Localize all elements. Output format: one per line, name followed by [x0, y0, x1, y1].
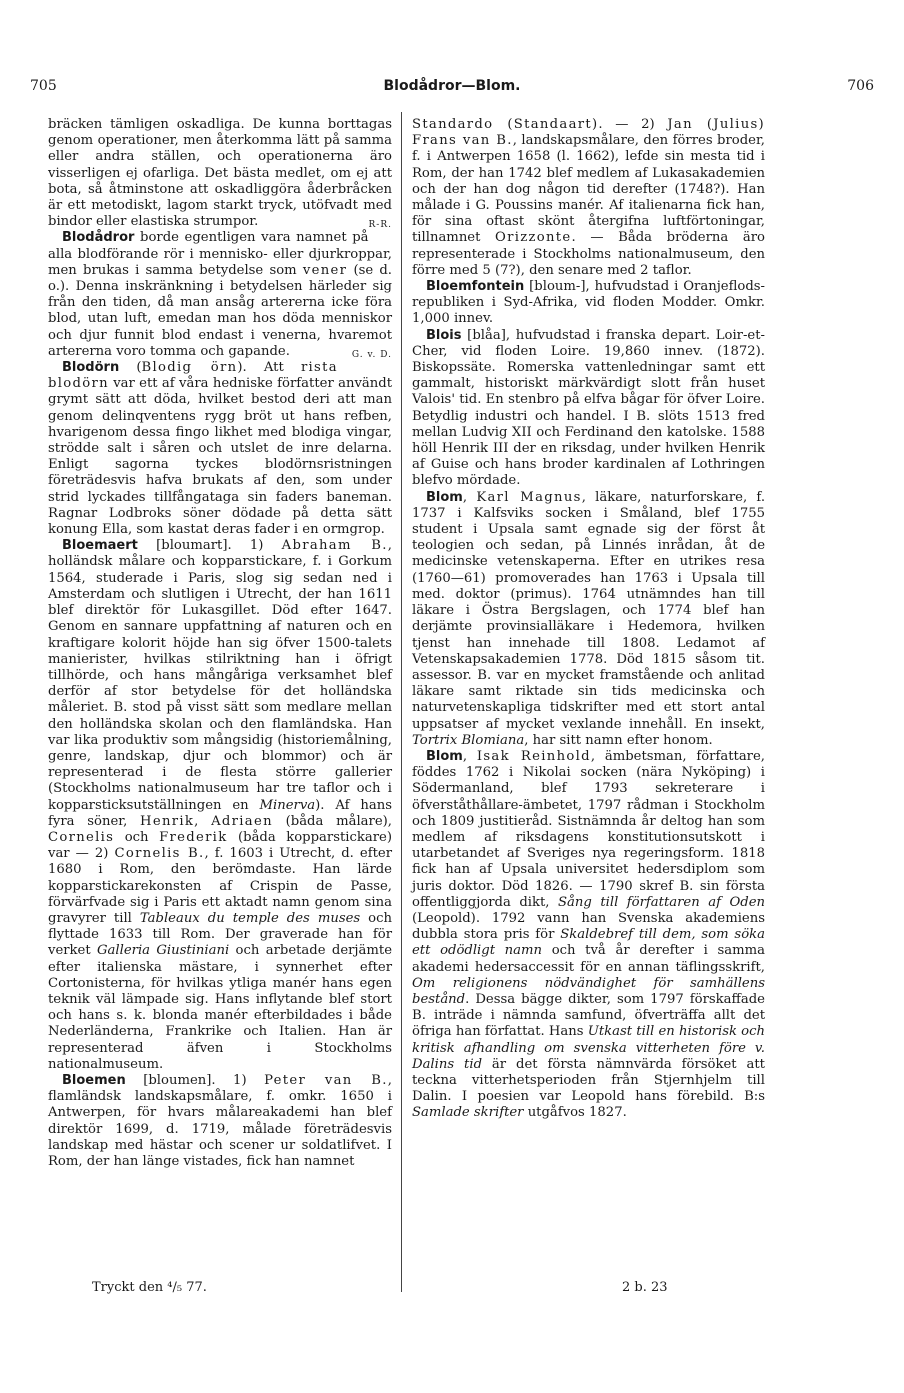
entry-bloemen-continuation: Standardo (Standaart). — 2) Jan (Julius) Frans van B., landskapsmålare, den förres broder, f. i Antwerpen 1658 (l. 1662), lefde sin mesta tid i Rom, der han 1742 blef medlem af Lukasakademien och der han dog någon tid derefter (1748?). Han målade i G. Poussins manér. Af italienarna fick han, för sina oftast skönt återgifna luftförtoningar, tillnamnet Orizzonte. — Båda bröderna äro representerade i Stockholms nationalmuseum, den förre med 5 (7?), den senare med 2 taflor. — [412, 117, 766, 278]
entry-bloemfontein: Bloemfontein [bloum-], hufvudstad i Oranjeflods-republiken i Syd-Afrika, vid floden Modder. Omkr. 1,000 innev. — [412, 279, 765, 327]
entry-bloemen: Bloemen [bloumen]. 1) Peter van B., flamländsk landskapsmålare, f. omkr. 1650 i Antwerpen, för hvars målareakademi han blef direktör 1699, d. 1719, målade företrädesvis landskap med hästar och scener ur soldatlifvet. I Rom, der han länge vistades, fick han namnet — [48, 1072, 392, 1169]
column-divider — [401, 112, 402, 1292]
entry-blois: Blois [blåa], hufvudstad i franska depart. Loir-et-Cher, vid floden Loire. 19,860 innev. (1872). Biskopssäte. Romerska vattenledningar samt ett gammalt, historiskt märkvärdigt slott från huset Valois' tid. En stenbro på elfva bågar för öfver Loire. Betydlig industri och handel. I B. slöts 1513 fred mellan Ludvig XII och Ferdinand den katolske. 1588 höll Henrik III der en riksdag, under hvilken Henrik af Guise och hans broder kardinalen af Lothringen blefvo mördade. — [412, 327, 765, 489]
author-signature: G. v. D. — [351, 349, 392, 360]
headword: Blodådror — [62, 230, 135, 246]
printing-date: Tryckt den ⁴/₅ 77. — [92, 1280, 207, 1295]
running-title: Blodådror—Blom. — [383, 78, 521, 94]
entry-blom-karl-magnus: Blom, Karl Magnus, läkare, naturforskare, f. 1737 i Kalfsviks socken i Småland, blef 1755 student i Upsala samt egnade sig der först åt teologien och sedan, på Linnés inrådan, åt de medicinske vetenskaperna. Efter en utrikes resa (1760—61) promoverades han 1763 i Upsala till med. doktor (primus). 1764 utnämndes han till läkare i Östra Bergslagen, och 1774 blef han derjämte provinsialläkare i Hedemora, hvilken tjenst han innehade till 1808. Ledamot af Vetenskapsakademien 1778. Död 1815 såsom tit. assessor. B. var en mycket framstående och anlitad läkare samt riktade sin tids medicinska och naturvetenskapliga tidskrifter med ett stort antal uppsatser af mycket vexlande innehåll. En insekt, Tortrix Blomiana, har sitt namn efter honom. — [412, 489, 766, 748]
page-header — [30, 78, 874, 100]
entry-blom-isak-reinhold: Blom, Isak Reinhold, ämbetsman, författare, föddes 1762 i Nikolai socken (nära Nyköping) i Södermanland, blef 1793 sekreterare i öfverståthållare-ämbetet, 1797 rådman i Stockholm och 1809 justitieråd. Sistnämnda år deltog han som medlem af riksdagens konstitutionsutskott i utarbetandet af Sveriges nya regeringsform. 1818 fick han af Upsala universitet hedersdiplom som juris doktor. Död 1826. — 1790 skref B. sin första offentliggjorda dikt, Sång till författaren af Oden (Leopold). 1792 vann han Svenska akademiens dubbla stora pris för Skaldebref till dem, som söka ett odödligt namn och två år derefter i samma akademi hedersaccessit för en annan täflingsskrift, Om religionens nödvändighet för samhällens bestånd. Dessa bägge dikter, som 1797 förskaffade B. inträde i nämnda samfund, öfverträffa allt det öfriga han författat. Hans Utkast till en historisk och kritisk afhandling om svenska vitterheten före v. Dalins tid är det första nämnvärda försöket att teckna vitterhetsperioden från Stjernhjelm till Dalin. I poesien var Leopold hans förebild. B:s Samlade skrifter utgåfvos 1827. — [412, 748, 765, 1121]
headword: Blois — [426, 327, 462, 343]
entry-bloemaert: Bloemaert [bloumart]. 1) Abraham B., holländsk målare och kopparstickare, f. i Gorkum 1564, studerade i Paris, slog sig sedan ned i Amsterdam och slutligen i Utrecht, der han 1611 blef direktör för Lukasgillet. Död efter 1647. Genom en sannare uppfattning af naturen och en kraftigare kolorit höjde han sig öfver 1500-talets manierister, hvilkas stilriktning han i öfrigt tillhörde, och hans mångåriga verksamhet blef derför af stor betydelse för det holländska måleriet. B. stod på visst sätt som medlare mellan den holländska skolan och den flamländska. Han var lika produktiv som mångsidig (historiemålning, genre, landskap, djur och blommor) och är representerad i de flesta större gallerier (Stockholms nationalmuseum har tre taflor och i kopparsticksutställningen en Minerva). Af hans fyra söner, Henrik, Adriaen (båda målare), Cornelis och Frederik (båda kopparstickare) var — 2) Cornelis B., f. 1603 i Utrecht, d. efter 1680 i Rom, den berömdaste. Han lärde kopparstickarekonsten af Crispin de Passe, förvärfvade sig i Paris ett aktadt namn genom sina gravyrer till Tableaux du temple des muses och flyttade 1633 till Rom. Der graverade han för verket Galleria Giustiniani och arbetade derjämte efter italienska mästare, i synnerhet efter Cortonisterna, för hvilkas ytliga manér hans egen teknik väl lämpade sig. Hans inflytande blef stort och hans s. k. blonda manér efterbildades i både Nederländerna, Frankrike och Italien. Han är representerad äfven i Stockholms nationalmuseum. — [48, 538, 392, 1072]
headword: Bloemen — [62, 1072, 126, 1088]
author-signature: R-R. — [368, 220, 392, 231]
headword: Blodörn — [62, 360, 120, 376]
headword: Blom — [426, 748, 463, 764]
page-number-left: 705 — [30, 78, 57, 94]
entry-blodadror: Blodådror borde egentligen vara namnet på alla blodförande rör i mennisko- eller djurkroppar, men brukas i samma betydelse som vener (se d. o.). Denna inskränkning i betydelsen härleder sig från den tiden, då man ansåg artererna icke föra blod, utan luft, emedan man hos döda menniskor och djur funnit blod endast i venerna, hvaremot artererna voro tomma och gapande. G. v. D. — [48, 230, 392, 360]
entry-blodorn: Blodörn (Blodig örn). Att rista blodörn var ett af våra hedniske författer användt grymt sätt att döda, hvilket bestod deri att man genom delinqventens rygg bröt ut hans refben, hvarigenom dessa fingo likhet med blodiga vingar, strödde salt i såren och utslet de inre delarna. Enligt sagorna tyckes blodörnsristningen företrädesvis hafva brukats af den, som under strid lyckades tillfångataga sin faders baneman. Ragnar Lodbroks söner dödade på detta sätt konung Ella, som kastat deras fader i en ormgrop. — [48, 360, 392, 538]
headword: Bloemaert — [62, 538, 138, 554]
entry-continuation: bräcken tämligen oskadliga. De kunna borttagas genom operationer, men återkomma lätt på samma eller andra ställen, och operationerna äro visserligen ej ofarliga. Det bästa medlet, om ej att bota, så åtminstone att oskadliggöra åderbråcken är ett metodiskt, lagom starkt tryck, utöfvadt med bindor eller elastiska strumpor. R-R. — [48, 117, 392, 230]
sheet-signature: 2 b. 23 — [622, 1280, 668, 1295]
headword: Bloemfontein — [426, 279, 525, 295]
left-column — [48, 117, 392, 1170]
headword: Blom — [426, 489, 463, 505]
page-number-right: 706 — [847, 78, 874, 94]
right-column — [412, 117, 765, 1122]
